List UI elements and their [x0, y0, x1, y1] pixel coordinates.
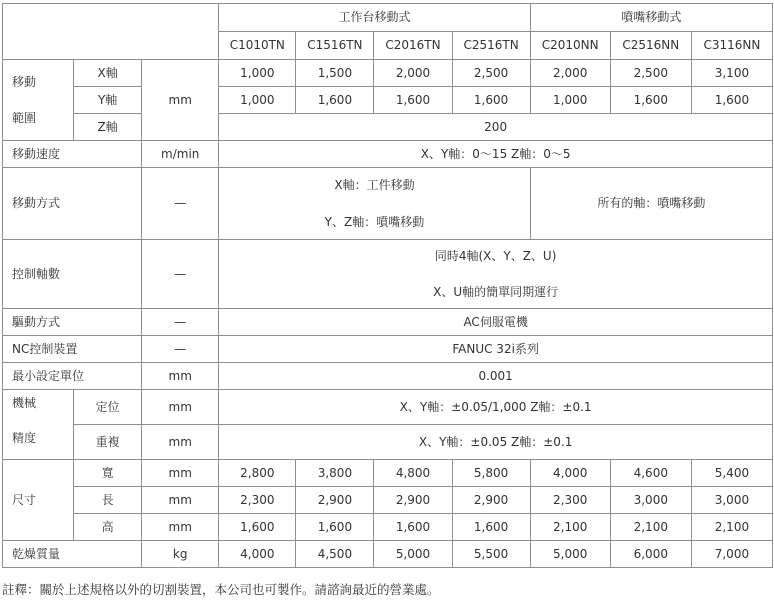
table-cell: 7,000 [691, 541, 772, 568]
table-cell: 1,600 [452, 87, 530, 114]
min-unit-value: 0.001 [219, 363, 773, 390]
header-group-nozzle-move: 噴嘴移動式 [530, 4, 772, 32]
speed-label: 移動速度 [3, 141, 142, 168]
move-method-label: 移動方式 [3, 168, 142, 240]
precision-label-top: 機械 [12, 396, 37, 410]
table-cell: 1,500 [296, 60, 374, 87]
table-cell: 4,000 [530, 460, 610, 487]
drive-row [3, 309, 773, 336]
z-travel-value: 200 [219, 114, 773, 141]
table-cell: 5,800 [452, 460, 530, 487]
model-header: C1516TN [296, 32, 374, 60]
travel-z-row [3, 114, 773, 141]
table-cell: 2,300 [219, 487, 296, 514]
travel-range-label [3, 60, 74, 141]
table-cell: 5,000 [374, 541, 452, 568]
table-cell: 2,900 [374, 487, 452, 514]
min-unit-label: 最小設定單位 [3, 363, 142, 390]
spec-table [2, 3, 773, 568]
length-label: 長 [74, 487, 142, 514]
model-header: C2010NN [530, 32, 610, 60]
nc-row [3, 336, 773, 363]
footnote: 註釋：關於上述規格以外的切割裝置，本公司也可製作。請諮詢最近的營業處。 [2, 582, 440, 597]
table-cell: 1,600 [374, 514, 452, 541]
table-cell: 2,000 [530, 60, 610, 87]
table-cell: 5,400 [691, 460, 772, 487]
control-axes-unit: — [142, 240, 219, 309]
dimension-width-row [3, 460, 773, 487]
table-cell: 4,500 [296, 541, 374, 568]
model-header: C2016TN [374, 32, 452, 60]
height-unit: mm [142, 514, 219, 541]
table-cell: 1,600 [691, 87, 772, 114]
header-group-row [3, 4, 773, 32]
table-cell: 1,600 [219, 514, 296, 541]
table-cell: 3,000 [610, 487, 691, 514]
positioning-value: X、Y軸：±0.05/1,000 Z軸：±0.1 [219, 390, 773, 425]
header-group-table-move: 工作台移動式 [219, 4, 530, 32]
speed-unit: m/min [142, 141, 219, 168]
control-axes-line2: X、U軸的簡單同期運行 [433, 285, 559, 299]
table-cell: 4,800 [374, 460, 452, 487]
speed-value: X、Y軸：0～15 Z軸：0～5 [219, 141, 773, 168]
table-cell: 1,600 [452, 514, 530, 541]
move-method-table-value [219, 168, 530, 240]
positioning-unit: mm [142, 390, 219, 425]
table-cell: 2,000 [374, 60, 452, 87]
model-header: C3116NN [691, 32, 772, 60]
table-cell: 2,100 [610, 514, 691, 541]
travel-y-row [3, 87, 773, 114]
header-blank-cell [3, 4, 219, 60]
dimension-height-row [3, 514, 773, 541]
table-cell: 6,000 [610, 541, 691, 568]
table-cell: 1,600 [296, 87, 374, 114]
positioning-label: 定位 [74, 390, 142, 425]
table-cell: 4,600 [610, 460, 691, 487]
length-unit: mm [142, 487, 219, 514]
nc-label: NC控制裝置 [3, 336, 142, 363]
control-axes-value [219, 240, 773, 309]
table-cell: 3,100 [691, 60, 772, 87]
weight-label: 乾燥質量 [3, 541, 142, 568]
y-axis-label: Y軸 [74, 87, 142, 114]
table-cell: 5,500 [452, 541, 530, 568]
table-cell: 2,300 [530, 487, 610, 514]
table-cell: 2,900 [296, 487, 374, 514]
model-header: C2516TN [452, 32, 530, 60]
travel-label-top: 移動 [12, 74, 37, 89]
repeat-value: X、Y軸：±0.05 Z軸：±0.1 [219, 425, 773, 460]
table-cell: 1,000 [530, 87, 610, 114]
repeat-unit: mm [142, 425, 219, 460]
control-axes-line1: 同時4軸(X、Y、Z、U) [434, 248, 557, 263]
move-method-line2: Y、Z軸：噴嘴移動 [324, 214, 425, 229]
height-label: 高 [74, 514, 142, 541]
width-label: 寬 [74, 460, 142, 487]
positioning-row [3, 390, 773, 425]
x-axis-label: X軸 [74, 60, 142, 87]
width-unit: mm [142, 460, 219, 487]
table-cell: 2,100 [530, 514, 610, 541]
speed-row [3, 141, 773, 168]
model-header: C2516NN [610, 32, 691, 60]
drive-unit: — [142, 309, 219, 336]
control-axes-row [3, 240, 773, 309]
z-axis-label: Z軸 [74, 114, 142, 141]
repeat-row [3, 425, 773, 460]
table-cell: 2,900 [452, 487, 530, 514]
move-method-nozzle-value: 所有的軸：噴嘴移動 [530, 168, 772, 240]
table-cell: 2,800 [219, 460, 296, 487]
precision-label [3, 390, 74, 460]
min-unit-row [3, 363, 773, 390]
table-cell: 1,000 [219, 60, 296, 87]
travel-label-bottom: 範圍 [12, 111, 37, 125]
move-method-unit: — [142, 168, 219, 240]
table-cell: 3,000 [691, 487, 772, 514]
drive-label: 驅動方式 [3, 309, 142, 336]
table-cell: 1,600 [374, 87, 452, 114]
table-cell: 2,500 [610, 60, 691, 87]
dimension-length-row [3, 487, 773, 514]
control-axes-label: 控制軸數 [3, 240, 142, 309]
weight-row [3, 541, 773, 568]
table-cell: 5,000 [530, 541, 610, 568]
min-unit-unit: mm [142, 363, 219, 390]
table-cell: 1,000 [219, 87, 296, 114]
drive-value: AC伺服電機 [219, 309, 773, 336]
table-cell: 1,600 [296, 514, 374, 541]
table-cell: 3,800 [296, 460, 374, 487]
repeat-label: 重複 [74, 425, 142, 460]
table-cell: 2,500 [452, 60, 530, 87]
nc-value: FANUC 32i系列 [219, 336, 773, 363]
nc-unit: — [142, 336, 219, 363]
travel-x-row [3, 60, 773, 87]
table-cell: 4,000 [219, 541, 296, 568]
table-cell: 1,600 [610, 87, 691, 114]
model-header: C1010TN [219, 32, 296, 60]
move-method-row [3, 168, 773, 240]
table-cell: 2,100 [691, 514, 772, 541]
move-method-line1: X軸：工件移動 [334, 178, 415, 193]
precision-label-bottom: 精度 [12, 431, 37, 446]
weight-unit: kg [142, 541, 219, 568]
travel-unit: mm [142, 60, 219, 141]
dimensions-label: 尺寸 [3, 460, 74, 541]
